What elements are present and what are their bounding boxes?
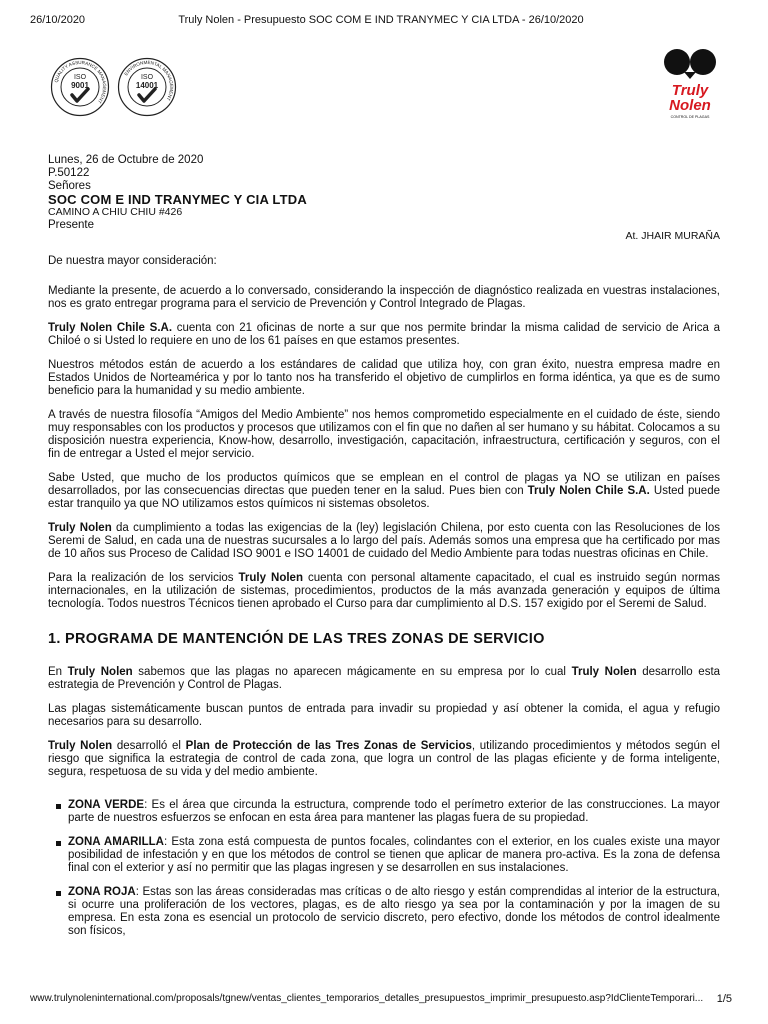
presente: Presente [48, 219, 95, 231]
bullet-icon [56, 891, 61, 896]
letter-body [48, 154, 720, 949]
paragraph-offices: Truly Nolen Chile S.A. cuenta con 21 oficinas de norte a sur que nos permite brindar la misma calidad de servicio de Arica a Chiloé o si Usted lo requiere en uno de los 61 países en que estamos presentes. [48, 322, 721, 347]
svg-text:ISO: ISO [73, 74, 87, 81]
iso-14001-seal-icon [117, 57, 177, 117]
company-name: SOC COM E IND TRANYMEC Y CIA LTDA [48, 192, 307, 207]
truly-nolen-logo [660, 48, 720, 128]
letter-date: Lunes, 26 de Octubre de 2020 [48, 154, 204, 166]
proposal-ref: P.50122 [48, 167, 90, 179]
paragraph-intro: Mediante la presente, de acuerdo a lo conversado, considerando la inspección de diagnóstico realizada en vuestras instalaciones, nos es grato entregar programa para el servicio de Prevención y Control Integrado de Plagas. [48, 285, 720, 310]
page-number: 1/5 [707, 993, 732, 1005]
svg-text:QUALITY ASSURANCE MANAGEMENT: QUALITY ASSURANCE MANAGEMENT [53, 59, 108, 105]
paragraph-methods: Nuestros métodos están de acuerdo a los estándares de calidad que utiliza hoy, con gran éxito, nuestra empresa madre en Estados Unidos de Norteamérica y por lo tanto nos ha transferido el objetivo de cumplirlos en forma idéntica, ya que es de sumo beneficio para la humanidad y su medio ambiente. [48, 359, 720, 397]
print-date: 26/10/2020 [30, 14, 86, 26]
bullet-icon [56, 804, 61, 809]
list-item: ZONA ROJA: Estas son las áreas consideradas mas críticas o de alto riesgo y están comprendidas al interior de la estructura, si ocurre una proliferación de los vectores, plagas, es de alto riesgo ya sea por la contaminación y por la imagen de su empresa. En esta zona es esencial un protocolo de servicio discreto, pero efectivo, donde los métodos de control idealmente son físicos, [48, 886, 720, 938]
company-address: CAMINO A CHIU CHIU #426 [48, 206, 183, 218]
print-header [30, 14, 732, 28]
zones-list [48, 799, 720, 938]
footer-url: www.trulynoleninternational.com/proposals/tgnew/ventas_clientes_temporarios_detalles_presupuestos_imprimir_presupuesto.asp?IdClienteTemporari... [30, 993, 704, 1004]
print-title: Truly Nolen - Presupuesto SOC COM E IND TRANYMEC Y CIA LTDA - 26/10/2020 [178, 14, 584, 26]
section-paragraph-entry: Las plagas sistemáticamente buscan puntos de entrada para invadir su propiedad y así obtener la comida, el agua y refugio necesarios para su desarrollo. [48, 703, 720, 728]
greeting: De nuestra mayor consideración: [48, 255, 217, 267]
list-item: ZONA AMARILLA: Esta zona está compuesta de puntos focales, colindantes con el exterior, en los cuales existe una mayor posibilidad de infestación y en que los métodos de control se tienen que aplicar de manera pro-activa. Es la zona de defensa final con el exterior y así no permitir que las plagas ingresen y se desarrollen en sus instalaciones. [48, 836, 720, 875]
svg-text:CONTROL DE PLAGAS: CONTROL DE PLAGAS [670, 115, 710, 119]
svg-text:Nolen: Nolen [669, 97, 711, 114]
svg-text:Truly: Truly [671, 82, 709, 99]
print-footer [30, 993, 732, 1007]
svg-text:ISO: ISO [140, 74, 154, 81]
svg-text:ENVIRONMENTAL MANAGEMENT: ENVIRONMENTAL MANAGEMENT [123, 59, 175, 102]
salutation: Señores [48, 180, 91, 192]
attention-line: At. JHAIR MURAÑA [625, 230, 720, 242]
section-heading: 1. PROGRAMA DE MANTENCIÓN DE LAS TRES ZONAS DE SERVICIO [48, 631, 545, 647]
address-block [48, 154, 720, 232]
paragraph-personnel: Para la realización de los servicios Truly Nolen cuenta con personal altamente capacitado, el cual es instruido según normas internacionales, en la utilización de sistemas, procedimientos, productos de la más avanzada generación y equipos de última tecnología. Todos nuestros Técnicos tienen aprobado el Curso para dar cumplimiento al D.S. 157 exigido por el Seremi de Salud. [48, 572, 720, 610]
iso-9001-seal-icon [50, 57, 110, 117]
paragraph-legislation: Truly Nolen da cumplimiento a todas las exigencias de la (ley) legislación Chilena, por esto cuenta con las Resoluciones de los Seremi de Salud, en cada una de nuestras sucursales a lo largo del país. Además somos una empresa que ha certificado por mas de 10 años sus Proceso de Calidad ISO 9001 e ISO 14001 de cuidado del Medio Ambiente para todas nuestras oficinas en Chile. [48, 522, 720, 560]
list-item: ZONA VERDE: Es el área que circunda la estructura, comprende todo el perímetro exterior de las construcciones. La mayor parte de nuestros esfuerzos se enfocan en esta área para mantener las plagas fuera de su propiedad. [48, 799, 720, 825]
section-paragraph-strategy: En Truly Nolen sabemos que las plagas no aparecen mágicamente en su empresa por lo cual Truly Nolen desarrollo esta estrategia de Prevención y Control de Plagas. [48, 666, 721, 691]
svg-text:9001: 9001 [71, 81, 89, 90]
paragraph-chemicals: Sabe Usted, que mucho de los productos químicos que se emplean en el control de plagas ya NO se utilizan en países desarrollados, por las consecuencias directas que pueden tener en la salud. Pues bien con Truly Nolen Chile S.A. Usted puede estar tranquilo ya que NO utilizamos estos químicos ni sistemas obsoletos. [48, 472, 720, 510]
paragraph-philosophy: A través de nuestra filosofía “Amigos del Medio Ambiente” nos hemos comprometido especialmente en el cuidado de éste, siendo muy responsables con los productos y procesos que utilizamos con el fin que no dañen al ser humano y su hábitat. Colocamos a su disposición nuestra experiencia, Know-how, desarrollo, investigación, capacitación, infraestructura, certificación y seguros, con el fin de entregar a Usted el mejor servicio. [48, 409, 720, 460]
section-paragraph-plan: Truly Nolen desarrolló el Plan de Protección de las Tres Zonas de Servicios, utilizando procedimientos y métodos según el riesgo que significa la estrategia de control de cada zona, que logra un control de las plagas eficiente y de forma inteligente, segura, respetuosa de su vida y del medio ambiente. [48, 740, 720, 778]
bullet-icon [56, 841, 61, 846]
svg-text:14001: 14001 [135, 81, 159, 90]
